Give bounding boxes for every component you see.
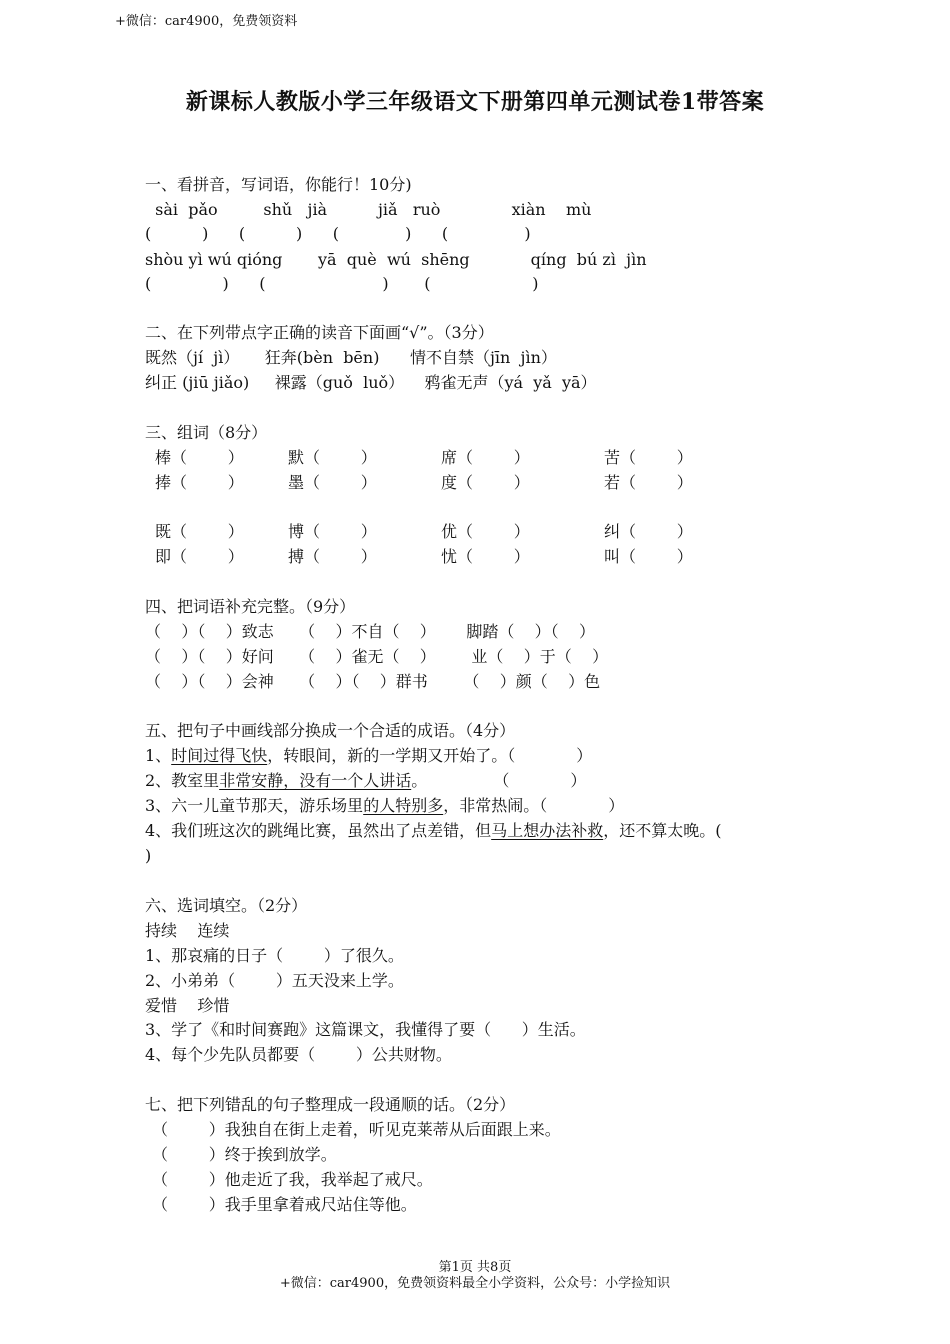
section2-row1: 既然（jí jì） 狂奔(bèn bēn) 情不自禁（jīn jìn） [145,348,557,367]
word-cell: 纠（ ） [604,522,693,541]
word-cell: 博（ ） [288,522,377,541]
word-cell: 墨（ ） [288,473,377,492]
section2-row2: 纠正 (jiū jiǎo) 裸露（guǒ luǒ） 鸦雀无声（yá yǎ yā） [145,373,597,392]
word-cell: 度（ ） [441,473,530,492]
section6-word-choices-2: 爱惜 珍惜 [145,996,230,1015]
section6-q3: 3、学了《和时间赛跑》这篇课文，我懂得了要（ ）生活。 [145,1020,586,1039]
section5-sentence4: 4、我们班这次的跳绳比赛，虽然出了点差错，但马上想办法补救，还不算太晚。( [145,821,722,840]
section1-pinyin-row2: shòu yì wú qióng yā què wú shēng qíng bú zì jìn [145,250,647,269]
word-cell: 若（ ） [604,473,693,492]
underlined-phrase: 马上想办法补救 [491,821,604,840]
section4-row3: （ ）（ ）会神 （ ）（ ）群书 （ ）颜（ ）色 [145,672,601,691]
section1-blanks-row1: ( ) ( ) ( ) ( ) [145,224,531,243]
section7-line4: （ ）我手里拿着戒尺站住等他。 [152,1195,417,1214]
section5-sentence1: 1、时间过得飞快，转眼间，新的一学期又开始了。（ ） [145,746,593,765]
section5-sentence4-cont: ) [145,846,152,865]
word-cell: 搏（ ） [288,547,377,566]
section7-line2: （ ）终于挨到放学。 [152,1145,337,1164]
section1-pinyin-row1: sài pǎo shǔ jià jiǎ ruò xiàn mù [145,200,592,219]
word-cell: 默（ ） [288,448,377,467]
footer-watermark: +微信：car4900，免费领资料最全小学资料，公众号：小学捡知识 [279,1276,671,1291]
word-cell: 席（ ） [441,448,530,467]
section4-heading: 四、把词语补充完整。（9分） [145,597,356,616]
underlined-phrase: 非常安静，没有一个人讲话 [219,771,412,790]
section1-heading: 一、看拼音，写词语，你能行！10分) [145,175,412,194]
section4-row1: （ ）（ ）致志 （ ）不自（ ） 脚踏（ ）（ ） [145,622,596,641]
underlined-phrase: 的人特别多 [363,796,444,815]
section5-heading: 五、把句子中画线部分换成一个合适的成语。（4分） [145,721,516,740]
section4-row2: （ ）（ ）好问 （ ）雀无（ ） 业（ ）于（ ） [145,647,609,666]
section7-line3: （ ）他走近了我，我举起了戒尺。 [152,1170,433,1189]
section6-q1: 1、那哀痛的日子（ ）了很久。 [145,946,404,965]
underlined-phrase: 时间过得飞快 [171,746,268,765]
section7-heading: 七、把下列错乱的句子整理成一段通顺的话。（2分） [145,1095,516,1114]
section2-heading: 二、在下列带点字正确的读音下面画“√”。（3分） [145,323,494,342]
section6-word-choices-1: 持续 连续 [145,921,230,940]
section7-line1: （ ）我独自在街上走着，听见克莱蒂从后面跟上来。 [152,1120,561,1139]
page-title: 新课标人教版小学三年级语文下册第四单元测试卷1带答案 [185,89,765,115]
word-cell: 既（ ） [155,522,244,541]
word-cell: 苦（ ） [604,448,693,467]
word-cell: 叫（ ） [604,547,693,566]
word-cell: 捧（ ） [155,473,244,492]
word-cell: 即（ ） [155,547,244,566]
page-number: 第1页 共8页 [438,1260,512,1275]
section6-q4: 4、每个少先队员都要（ ）公共财物。 [145,1045,452,1064]
section6-heading: 六、选词填空。（2分） [145,896,308,915]
section3-heading: 三、组词（8分） [145,423,268,442]
word-cell: 优（ ） [441,522,530,541]
section5-sentence2: 2、教室里非常安静，没有一个人讲话。 （ ） [145,771,587,790]
header-watermark: +微信：car4900，免费领资料 [115,14,298,29]
section6-q2: 2、小弟弟（ ）五天没来上学。 [145,971,404,990]
word-cell: 棒（ ） [155,448,244,467]
section5-sentence3: 3、六一儿童节那天，游乐场里的人特别多，非常热闹。（ ） [145,796,625,815]
word-cell: 忧（ ） [441,547,530,566]
section1-blanks-row2: ( ) ( ) ( ) [145,274,539,293]
